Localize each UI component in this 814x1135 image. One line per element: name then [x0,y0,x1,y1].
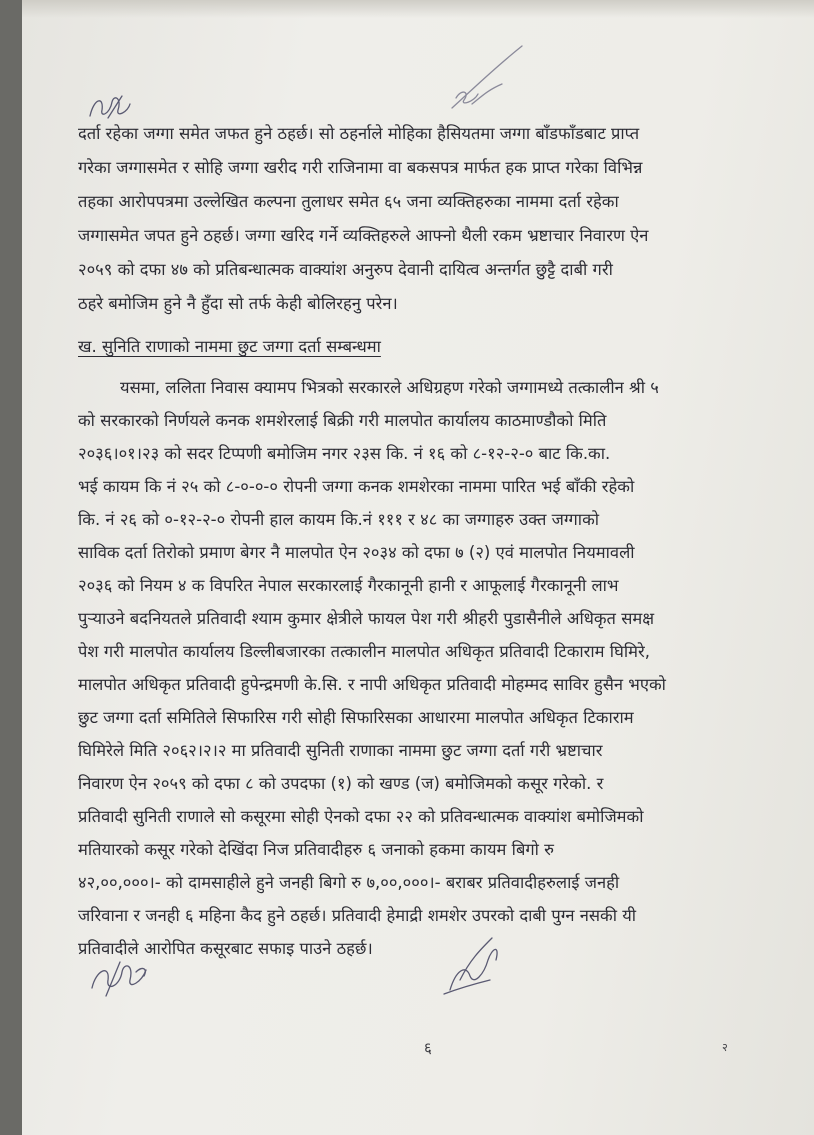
handwritten-initials-bottom-icon [86,952,166,1000]
para2-line: प्रतिवादी सुनिती राणाले सो कसूरमा सोही ऐनको दफा २२ को प्रतिवन्धात्मक वाक्यांश बमोजिमको [78,807,644,826]
para2-line: पुऱ्याउने बदनियतले प्रतिवादी श्याम कुमार क्षेत्रीले फायल पेश गरी श्रीहरी पुडासैनीले अधिकृत समक्ष [78,609,655,628]
para2-line: छुट जग्गा दर्ता समितिले सिफारिस गरी सोही सिफारिसका आधारमा मालपोत अधिकृत टिकाराम [78,708,634,727]
para2-line: भई कायम कि नं २५ को ८-०-०-० रोपनी जग्गा कनक शमशेरका नाममा पारित भई बाँकी रहेको [78,477,635,496]
handwritten-signature-bottom-icon [430,930,510,1000]
corner-mark: २ [722,1041,728,1054]
handwritten-signature-top-icon [442,40,532,115]
para1-line: गरेका जग्गासमेत र सोहि जग्गा खरीद गरी राजिनामा वा बकसपत्र मार्फत हक प्राप्त गरेका विभिन्न [78,158,643,177]
para1-line: तहका आरोपपत्रमा उल्लेखित कल्पना तुलाधर समेत ६५ जना व्यक्तिहरुका नाममा दर्ता रहेका [78,192,619,211]
para2-line: को सरकारको निर्णयले कनक शमशेरलाई बिक्री गरी मालपोत कार्यालय काठमाण्डौको मिति [78,411,607,430]
para2-line: ४२,००,०००।- को दामसाहीले हुने जनही बिगो रु ७,००,०००।- बराबर प्रतिवादीहरुलाई जनही [78,873,620,892]
para2-line: प्रतिवादीले आरोपित कसूरबाट सफाइ पाउने ठहर्छ। [78,939,373,958]
para2-line: कि. नं २६ को ०-१२-२-० रोपनी हाल कायम कि.नं १११ र ४८ का जग्गाहरु उक्त जग्गाको [78,510,600,529]
para2-line: २०३६।०१।२३ को सदर टिप्पणी बमोजिम नगर २३स कि. नं १६ को ८-१२-२-० बाट कि.का. [78,444,611,463]
para1-line: दर्ता रहेका जग्गा समेत जफत हुने ठहर्छ। सो ठहर्नाले मोहिका हैसियतमा जग्गा बाँडफाँडबाट प्राप्त [78,124,640,143]
para2-line: २०३६ को नियम ४ क विपरित नेपाल सरकारलाई गैरकानूनी हानी र आफूलाई गैरकानूनी लाभ [78,576,619,595]
para2-line: घिमिरेले मिति २०६२।२।२ मा प्रतिवादी सुनिती राणाका नाममा छुट जग्गा दर्ता गरी भ्रष्टाचार [78,741,603,760]
section-heading: ख. सुनिति राणाको नाममा छुट जग्गा दर्ता सम्बन्धमा [78,337,381,356]
page-number: ६ [424,1039,432,1057]
para2-line: साविक दर्ता तिरोको प्रमाण बेगर नै मालपोत ऐन २०३४ को दफा ७ (२) एवं मालपोत नियमावली [78,543,635,562]
para2-line: जरिवाना र जनही ६ महिना कैद हुने ठहर्छ। प्रतिवादी हेमाद्री शमशेर उपरको दाबी पुग्न नसकी यी [78,906,637,925]
document-page [22,0,814,1135]
para2-line: मतियारको कसूर गरेको देखिंदा निज प्रतिवादीहरु ६ जनाको हकमा कायम बिगो रु [78,840,555,859]
para2-line: मालपोत अधिकृत प्रतिवादी हुपेन्द्रमणी के.सि. र नापी अधिकृत प्रतिवादी मोहम्मद साविर हुसैन भएको [78,675,666,694]
para1-line: जग्गासमेत जपत हुने ठहर्छ। जग्गा खरिद गर्ने व्यक्तिहरुले आफ्नो थैली रकम भ्रष्टाचार निवारण ऐन [78,226,649,245]
para1-line: ठहरे बमोजिम हुने नै हुँदा सो तर्फ केही बोलिरहनु परेन। [78,294,398,313]
handwritten-initials-top-icon [82,88,152,128]
para2-line: निवारण ऐन २०५९ को दफा ८ को उपदफा (१) को खण्ड (ज) बमोजिमको कसूर गरेको. र [78,774,604,793]
para1-line: २०५९ को दफा ४७ को प्रतिबन्धात्मक वाक्यांश अनुरुप देवानी दायित्व अन्तर्गत छुट्टै दाबी गरी [78,260,613,279]
page-shadow [22,0,814,18]
para2-line: यसमा, ललिता निवास क्यामप भित्रको सरकारले अधिग्रहण गरेको जग्गामध्ये तत्कालीन श्री ५ [120,378,659,397]
para2-line: पेश गरी मालपोत कार्यालय डिल्लीबजारका तत्कालीन मालपोत अधिकृत प्रतिवादी टिकाराम घिमिरे, [78,642,650,661]
